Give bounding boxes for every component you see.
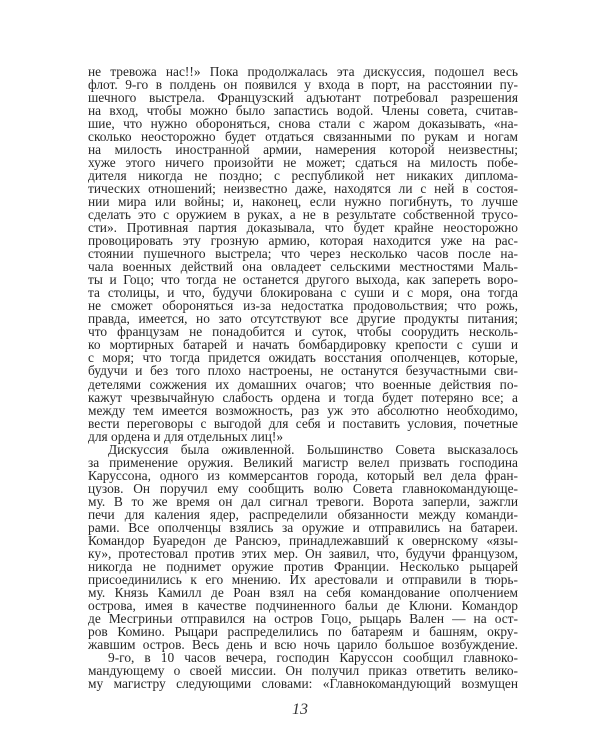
text-line: провоцировать эту грозную армию, которая находится уже на рас-	[88, 233, 518, 249]
text-line: вести переговоры с выгодой для себя и поставить условия, почетные	[88, 415, 518, 431]
text-line: мандующему о своей миссии. Он получил приказ ответить велико-	[88, 662, 518, 678]
text-line: с моря; что тогда придется ожидать восстания ополченцев, которые,	[88, 350, 518, 366]
text-line: ты и Гоцо; что тогда не останется другого выхода, как запереть воро-	[88, 272, 518, 288]
text-line: сколько неосторожно будет отдаться связанными по рукам и ногам	[88, 129, 518, 145]
text-line: нии мира или войны; и, наконец, если нужно погибнуть, то лучше	[88, 194, 518, 210]
text-line: Дискуссия была оживленной. Большинство Совета высказалось	[108, 441, 518, 457]
text-line: му магистру следующими словами: «Главнокомандующий возмущен	[88, 675, 518, 691]
text-line: та столицы, и что, будучи блокирована с суши и с моря, она тогда	[88, 285, 518, 301]
text-line: чала военных действий она овладеет сельскими местностями Маль-	[88, 259, 518, 275]
text-line: флот. 9-го в полдень он появился у входа в порт, на расстоянии пу-	[88, 77, 518, 93]
text-line: стоянии пушечного выстрела; что через несколько часов после на-	[88, 246, 518, 262]
text-line: правда, имеется, но зато отсутствуют все другие продукты питания;	[88, 311, 518, 327]
text-line: дителя никогда не поздно; с республикой нет никаких диплома-	[88, 168, 518, 184]
text-line: будучи и без того плохо настроены, не останутся безучастными сви-	[88, 363, 518, 379]
text-line: му. В то же время он дал сигнал тревоги. Ворота заперли, зажгли	[88, 493, 518, 509]
text-line: тических отношений; неизвестно даже, находятся ли с ней в состоя-	[88, 181, 518, 197]
text-line: 9-го, в 10 часов вечера, господин Каруссон сообщил главноко-	[108, 649, 518, 665]
text-line: ку», протестовал против этих мер. Он заявил, что, будучи французом,	[88, 545, 518, 561]
text-line: де Месгриньи отправился на остров Гоцо, рыцарь Вален — на ост-	[88, 610, 518, 626]
text-line: острова, имея в качестве подчиненного бальи де Клюни. Командор	[88, 597, 518, 613]
text-line: ров Комино. Рыцари распределились по батареям и башням, окру-	[88, 623, 518, 639]
page-number: 13	[292, 701, 308, 718]
text-line: жавшим остров. Весь день и всю ночь царило большое возбуждение.	[88, 636, 518, 652]
text-line: не сможет обороняться из-за недостатка продовольствия; что рожь,	[88, 298, 518, 314]
text-line: присоединились к его мнению. Их арестовали и отправили в тюрь-	[88, 571, 518, 587]
text-line: никогда не поднимет оружие против Франции. Несколько рыцарей	[88, 558, 518, 574]
text-line: между тем имеется возможность, раз уж это абсолютно необходимо,	[88, 402, 518, 418]
text-line: на милость иностранной армии, намерения которой неизвестны;	[88, 142, 518, 158]
text-line: не тревожа нас!!» Пока продолжалась эта дискуссия, подошел весь	[88, 64, 518, 79]
text-line: за применение оружия. Великий магистр велел призвать господина	[88, 454, 518, 470]
text-line: ко мортирных батарей и начать бомбардировку крепости с суши и	[88, 337, 518, 353]
text-line: цузов. Он поручил ему сообщить волю Совета главнокомандующе-	[88, 480, 518, 496]
text-line: шие, что нужно обороняться, снова стали с жаром доказывать, «на-	[88, 116, 518, 132]
text-line: для ордена и для отдельных лиц!»	[88, 428, 284, 444]
text-line: му. Князь Камилл де Роан взял на себя командование ополчением	[88, 584, 518, 600]
text-line: сделать это с оружием в руках, а не в результате собственной трусо-	[88, 207, 518, 223]
text-line: рами. Все ополченцы взялись за оружие и отправились на батареи.	[88, 519, 518, 535]
text-line: детелями сожжения их домашних очагов; что военные действия по-	[88, 376, 518, 392]
text-line: кажут чрезвычайную слабость ордена и тогда будет потеряно все; а	[88, 389, 518, 405]
text-line: хуже этого ничего произойти не может; сдаться на милость побе-	[88, 155, 518, 171]
text-line: печи для каления ядер, распределили обязанности между команди-	[88, 506, 518, 522]
text-line: шечного выстрела. Французский адъютант потребовал разрешения	[88, 90, 518, 106]
text-line: сти». Противная партия доказывала, что будет крайне неосторожно	[88, 220, 518, 236]
text-line: Каруссона, одного из коммерсантов города, который вел дела фран-	[88, 467, 518, 483]
text-line: что французам не понадобится и суток, чтобы соорудить несколь-	[88, 324, 518, 340]
text-line: Командор Буаредон де Рансюэ, принадлежавший к овернскому «язы-	[88, 532, 518, 548]
text-line: на вход, чтобы можно было запастись водой. Члены совета, считав-	[88, 103, 518, 119]
